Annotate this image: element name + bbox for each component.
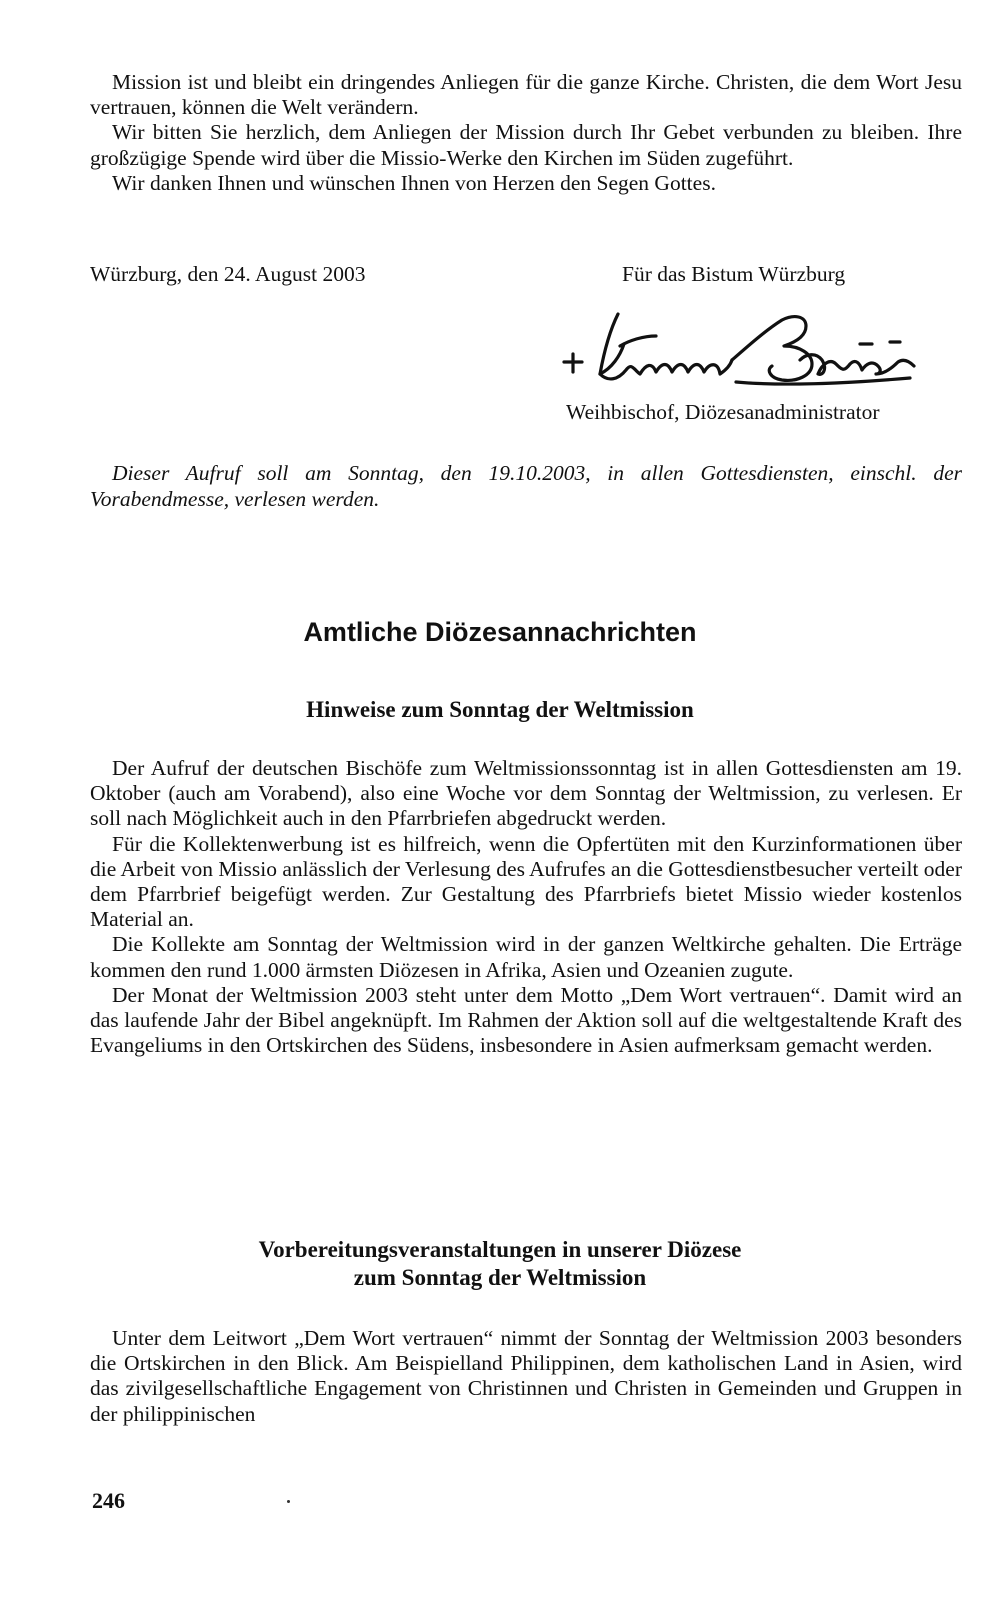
intro-paragraph-2: Wir bitten Sie herzlich, dem Anliegen der Mission durch Ihr Gebet verbunden zu bleiben. Ihre großzügige Spende wird über die Missio-Werke den Kirchen im Süden zugeführt. [90,120,962,170]
article1-paragraph-1: Der Aufruf der deutschen Bischöfe zum Weltmissionssonntag ist in allen Gottesdiensten am 19. Oktober (auch am Vorabend), also eine Woche vor dem Sonntag der Weltmission, zu verlesen. Er soll nach Möglichkeit auch in den Pfarrbriefen abgedruckt werden. [90,756,962,831]
article2-paragraph-1: Unter dem Leitwort „Dem Wort vertrauen“ nimmt der Sonntag der Weltmission 2003 besonders die Ortskirchen in den Blick. Am Beispielland Philippinen, dem katholischen Land in Asien, wird das zivilgesellschaftliche Engagement von Christinnen und Christen in Gemeinden und Gruppen in der philippinischen [90,1326,962,1426]
article1-heading: Hinweise zum Sonntag der Weltmission [306,697,694,722]
article1-text [90,756,962,1058]
article2-text [90,1326,962,1427]
reading-notice-text: Dieser Aufruf soll am Sonntag, den 19.10.2003, in allen Gottesdiensten, einschl. der Vorabendmesse, verlesen werden. [90,461,962,511]
article1-paragraph-3: Die Kollekte am Sonntag der Weltmission wird in der ganzen Weltkirche gehalten. Die Erträge kommen den rund 1.000 ärmsten Diözesen in Afrika, Asien und Ozeanien zugute. [90,932,962,982]
print-speck [287,1500,290,1503]
article2-heading-line2: zum Sonntag der Weltmission [353,1265,647,1290]
place-date: Würzburg, den 24. August 2003 [90,262,366,286]
page-number: 246 [92,1488,125,1513]
signature [560,300,960,400]
article1-paragraph-2: Für die Kollektenwerbung ist es hilfreich, wenn die Opfertüten mit den Kurzinformationen über die Arbeit von Missio anlässlich der Verlesung des Aufrufes an die Gottesdienstbesucher verteilt oder dem Pfarrbrief beigefügt werden. Zur Gestaltung des Pfarrbriefs bietet Missio wieder kostenlos Material an. [90,831,962,932]
article1-paragraph-4: Der Monat der Weltmission 2003 steht unter dem Motto „Dem Wort vertrauen“. Damit wird an das laufende Jahr der Bibel angeknüpft. Im Rahmen der Aktion soll auf die weltgestaltende Kraft des Evangeliums in den Ortskirchen des Südens, insbesondere in Asien aufmerksam gemacht werden. [90,982,962,1058]
signatory-role: Weihbischof, Diözesanadministrator [566,400,880,424]
intro-paragraph-3: Wir danken Ihnen und wünschen Ihnen von Herzen den Segen Gottes. [112,170,716,195]
intro-paragraph-1: Mission ist und bleibt ein dringendes Anliegen für die ganze Kirche. Christen, die dem Wort Jesu vertrauen, können die Welt verändern. [90,70,962,120]
intro-text [90,70,962,196]
article2-heading-line1: Vorbereitungsveranstaltungen in unserer Diözese [258,1237,742,1262]
section-heading: Amtliche Diözesannachrichten [303,617,697,647]
for-diocese: Für das Bistum Würzburg [622,262,846,286]
article2-heading [0,1236,1000,1292]
reading-notice [90,460,962,512]
